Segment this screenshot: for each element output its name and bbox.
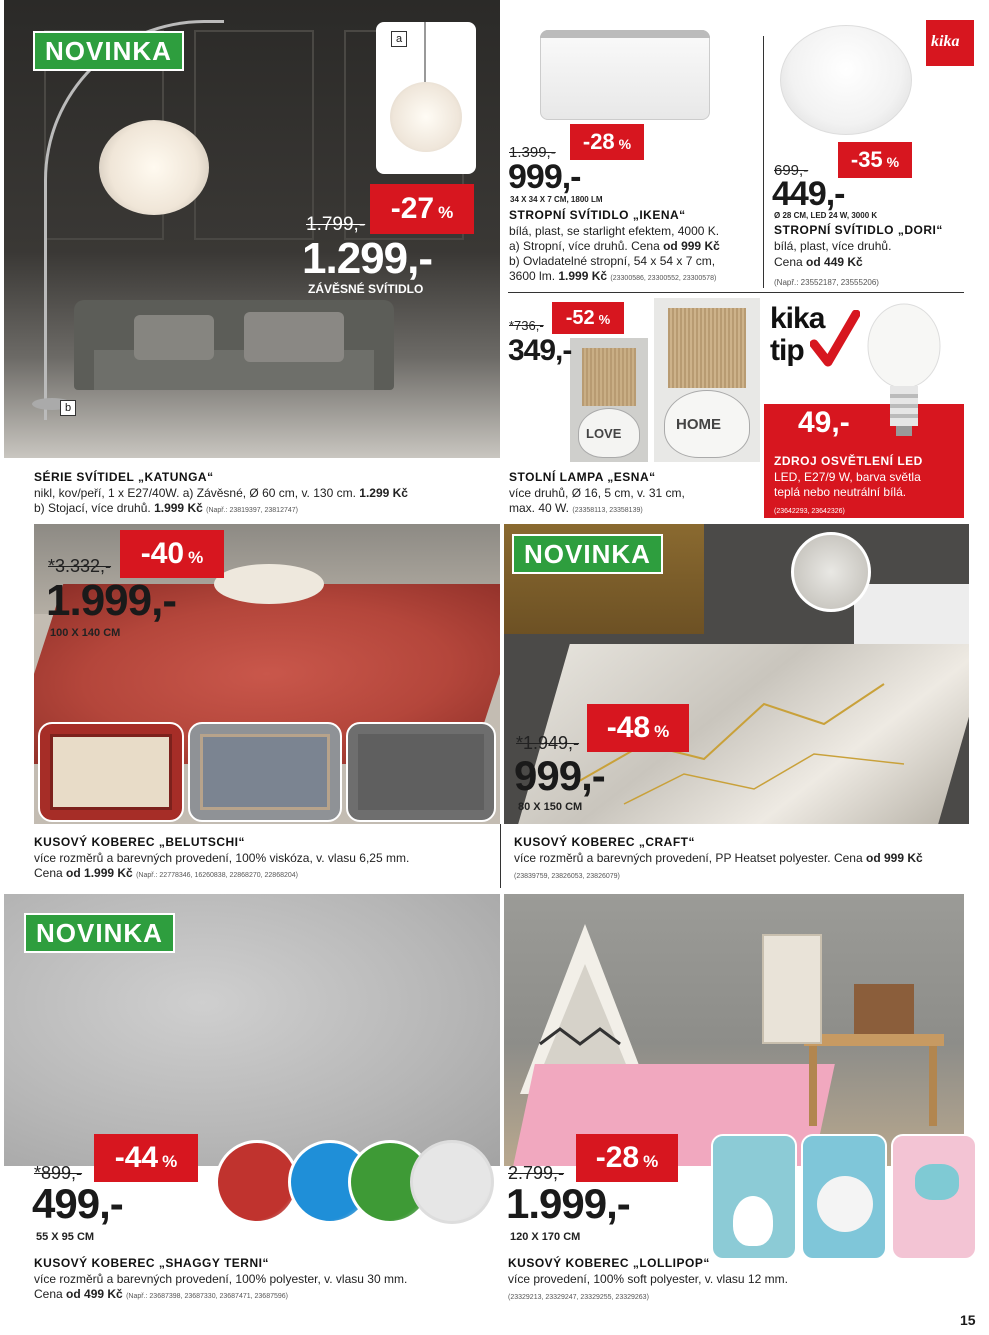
- lollipop-title: KUSOVÝ KOBEREC „LOLLIPOP“: [508, 1256, 710, 1270]
- dori-size: Ø 28 CM, LED 24 W, 3000 K: [774, 211, 878, 220]
- belutschi-variant-grey: [346, 722, 496, 822]
- shaggy-desc2: Cena od 499 Kč (Např.: 23687398, 23687330, 23687471, 23687596): [34, 1287, 288, 1301]
- dori-photo: [770, 20, 920, 140]
- kika-logo-text: kika: [931, 33, 960, 50]
- craft-size: 80 X 150 CM: [518, 801, 583, 813]
- esna-photo-1: [570, 338, 648, 462]
- ikena-discount: -28 %: [570, 124, 644, 160]
- shaggy-size: 55 X 95 CM: [36, 1231, 95, 1243]
- craft-title: KUSOVÝ KOBEREC „CRAFT“: [514, 835, 696, 849]
- shaggy-title: KUSOVÝ KOBEREC „SHAGGY TERNI“: [34, 1256, 269, 1270]
- ikena-title: STROPNÍ SVÍTIDLO „IKENA“: [509, 208, 686, 222]
- craft-codes: (23839759, 23826053, 23826079): [514, 873, 620, 880]
- esna-lamp1-text: LOVE: [586, 426, 622, 441]
- new-badge: NOVINKA: [512, 534, 663, 574]
- page-number: 15: [960, 1312, 976, 1328]
- shaggy-price: 499,-: [32, 1180, 123, 1227]
- craft-price: 999,-: [514, 752, 605, 799]
- katunga-price-a: 1.299 Kč: [359, 486, 408, 500]
- katunga-title: SÉRIE SVÍTIDEL „KATUNGA“: [34, 470, 214, 484]
- dori-desc1: bílá, plast, více druhů.: [774, 239, 892, 253]
- katunga-discount-pct: %: [438, 203, 454, 222]
- ikena-desc1: bílá, plast, se starlight efektem, 4000 K.: [509, 224, 720, 238]
- led-bulb-icon: [864, 300, 944, 442]
- lollipop-codes: (23329213, 23329247, 23329255, 23329263): [508, 1294, 649, 1301]
- katunga-discount-value: -27: [390, 192, 435, 225]
- katunga-price: 1.299,-: [302, 234, 432, 283]
- katunga-desc1: nikl, kov/peří, 1 x E27/40W. a) Závěsné, Ø 60 cm, v. 130 cm. 1.299 Kč: [34, 486, 408, 500]
- dori-codes: (Např.: 23552187, 23555206): [774, 278, 879, 287]
- katunga-old-price: 1.799,-: [306, 214, 366, 235]
- led-desc2: teplá nebo neutrální bílá.: [774, 485, 907, 499]
- kika-tip-line1: kika: [770, 302, 825, 335]
- dori-desc2: Cena od 449 Kč: [774, 255, 863, 269]
- label-b: b: [60, 400, 76, 416]
- belutschi-old-price: *3.332,-: [48, 556, 112, 576]
- lollipop-old-price: 2.799,-: [508, 1163, 565, 1183]
- ikena-old-price: 1.399,-: [509, 144, 556, 161]
- belutschi-desc1: více rozměrů a barevných provedení, 100% viskóza, v. vlasu 6,25 mm.: [34, 851, 410, 865]
- led-price: 49,-: [798, 406, 850, 439]
- lollipop-variant-2: [801, 1134, 887, 1260]
- esna-title: STOLNÍ LAMPA „ESNA“: [509, 470, 656, 484]
- check-icon: [810, 310, 860, 370]
- ikena-desc3: b) Ovladatelné stropní, 54 x 54 x 7 cm,: [509, 254, 716, 268]
- katunga-price-b: 1.999 Kč: [154, 501, 203, 515]
- belutschi-variant-red: [38, 722, 184, 822]
- shaggy-discount: -44 %: [94, 1134, 198, 1182]
- belutschi-price: 1.999,-: [46, 576, 176, 625]
- lollipop-variant-3: [891, 1134, 977, 1260]
- ikena-photo: [532, 25, 714, 125]
- lollipop-photo: [504, 894, 964, 1166]
- lollipop-variant-1: [711, 1134, 797, 1260]
- katunga-codes: (Např.: 23819397, 23812747): [206, 507, 298, 514]
- esna-lamp2-text: HOME: [676, 416, 721, 433]
- new-badge: NOVINKA: [33, 31, 184, 71]
- shaggy-swatch-white: [410, 1140, 494, 1224]
- kika-logo: [926, 20, 974, 66]
- led-codes: (23642293, 23642326): [774, 508, 845, 515]
- craft-old-price: *1.949,-: [516, 733, 580, 753]
- label-a: a: [391, 31, 407, 47]
- ikena-price: 999,-: [508, 158, 581, 196]
- katunga-discount: [370, 184, 474, 234]
- belutschi-size: 100 X 140 CM: [50, 627, 121, 639]
- dori-old-price: 699,-: [774, 162, 809, 179]
- ikena-desc4: 3600 lm. 1.999 Kč (23300586, 23300552, 23300578): [509, 269, 717, 283]
- lollipop-discount: -28 %: [576, 1134, 678, 1182]
- new-badge: NOVINKA: [24, 913, 175, 953]
- dori-price: 449,-: [772, 175, 845, 213]
- divider-top-right: [508, 292, 964, 293]
- katunga-desc2: b) Stojací, více druhů. 1.999 Kč (Např.: 23819397, 23812747): [34, 501, 298, 515]
- esna-price: 349,-: [508, 334, 572, 367]
- dori-discount: -35 %: [838, 142, 912, 178]
- esna-desc1: více druhů, Ø 16, 5 cm, v. 31 cm,: [509, 486, 685, 500]
- divider-middle: [500, 824, 501, 888]
- lollipop-size: 120 X 170 CM: [510, 1231, 581, 1243]
- shaggy-old-price: *899,-: [34, 1163, 83, 1183]
- led-title: ZDROJ OSVĚTLENÍ LED: [774, 454, 923, 468]
- shaggy-desc1: více rozměrů a barevných provedení, 100% polyester, v. vlasu 30 mm.: [34, 1272, 408, 1286]
- belutschi-desc2: Cena od 1.999 Kč (Např.: 22778346, 16260838, 22868270, 22868204): [34, 866, 298, 880]
- belutschi-variant-blue: [188, 722, 342, 822]
- kika-tip-line2: tip: [770, 334, 804, 367]
- lollipop-price: 1.999,-: [506, 1180, 630, 1227]
- ikena-desc2: a) Stropní, více druhů. Cena od 999 Kč: [509, 239, 720, 253]
- craft-discount: -48 %: [587, 704, 689, 752]
- esna-old-price: *736,-: [509, 318, 544, 333]
- ikena-size: 34 X 34 X 7 CM, 1800 LM: [510, 195, 603, 204]
- katunga-caption: ZÁVĚSNÉ SVÍTIDLO: [308, 282, 424, 296]
- dori-title: STROPNÍ SVÍTIDLO „DORI“: [774, 223, 943, 237]
- divider-ikena-dori: [763, 36, 764, 288]
- esna-desc2: max. 40 W. (23358113, 23358139): [509, 501, 643, 515]
- led-desc1: LED, E27/9 W, barva světla: [774, 470, 921, 484]
- esna-discount: -52 %: [552, 302, 624, 334]
- craft-desc1: více rozměrů a barevných provedení, PP Heatset polyester. Cena od 999 Kč: [514, 851, 923, 865]
- belutschi-title: KUSOVÝ KOBEREC „BELUTSCHI“: [34, 835, 246, 849]
- esna-photo-2: [654, 298, 760, 462]
- shaggy-swatch-red: [215, 1140, 299, 1224]
- lollipop-desc1: více provedení, 100% soft polyester, v. vlasu 12 mm.: [508, 1272, 788, 1286]
- belutschi-discount: -40 %: [120, 530, 224, 578]
